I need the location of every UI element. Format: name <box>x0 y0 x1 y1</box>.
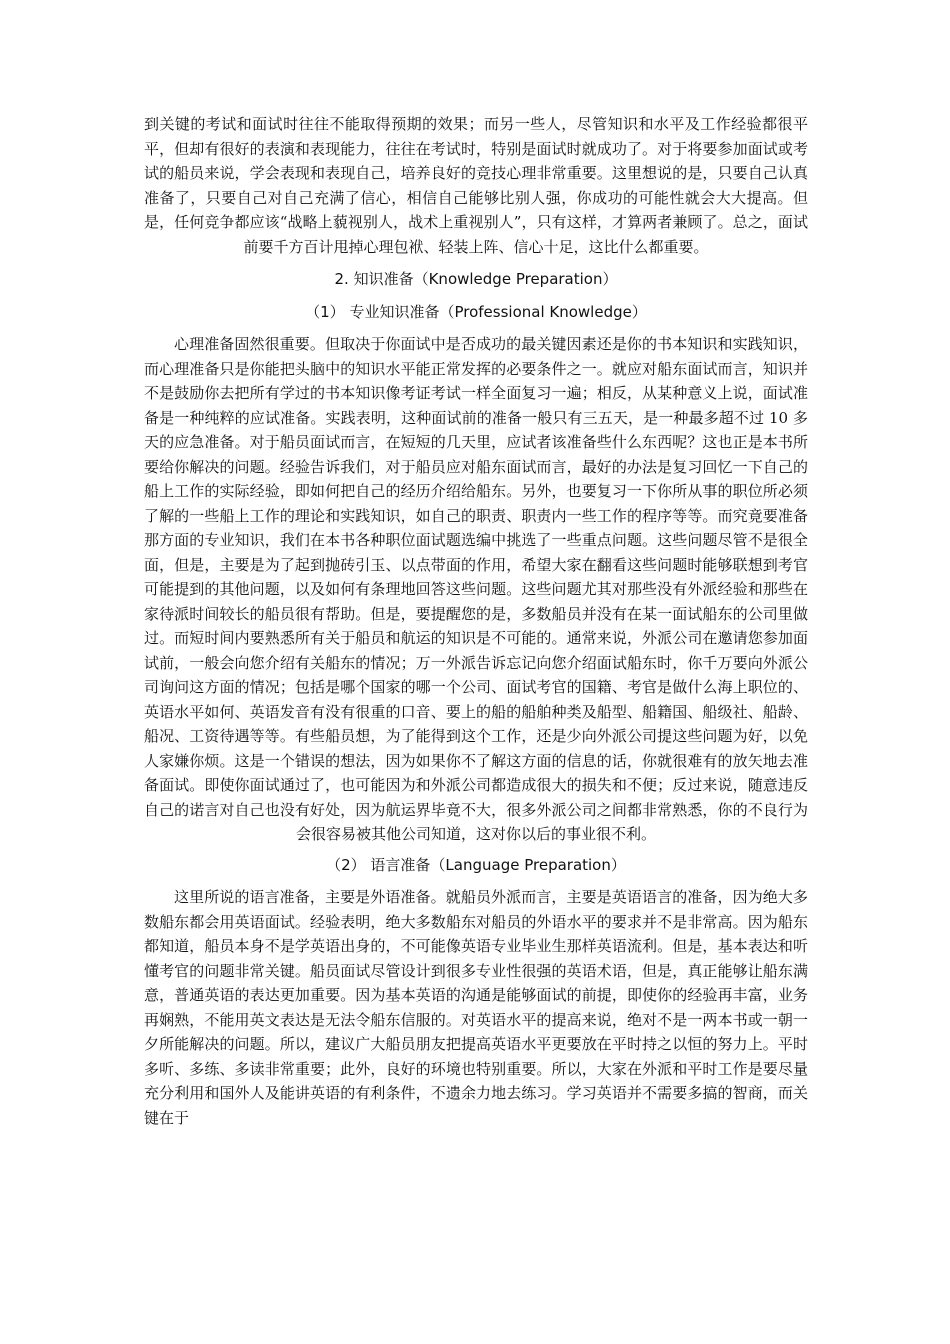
paragraph-language-preparation: 这里所说的语言准备，主要是外语准备。就船员外派而言，主要是英语语言的准备，因为绝大多数船东都会用英语面试。经验表明，绝大多数船东对船员的外语水平的要求并不是非常高。因为船东都知道，船员本身不是学英语出身的，不可能像英语专业毕业生那样英语流利。但是，基本表达和听懂考官的问题非常关键。船员面试尽管设计到很多专业性很强的英语术语，但是，真正能够让船东满意，普通英语的表达更加重要。因为基本英语的沟通是能够面试的前提，即使你的经验再丰富，业务再娴熟，不能用英文表达是无法令船东信服的。对英语水平的提高来说，绝对不是一两本书或一朝一夕所能解决的问题。所以，建议广大船员朋友把提高英语水平更要放在平时持之以恒的努力上。平时多听、多练、多读非常重要；此外，良好的环境也特别重要。所以，大家在外派和平时工作是要尽量充分利用和国外人及能讲英语的有利条件，不遗余力地去练习。学习英语并不需要多搞的智商，而关键在于 <box>144 888 808 1127</box>
paragraph-professional-knowledge: 心理准备固然很重要。但取决于你面试中是否成功的最关键因素还是你的书本知识和实践知识，而心理准备只是你能把头脑中的知识水平能正常发挥的必要条件之一。就应对船东面试而言，知识并不是鼓励你去把所有学过的书本知识像考证考试一样全面复习一遍；相反，从某种意义上说，面试准备是一种纯粹的应试准备。实践表明，这种面试前的准备一般只有三五天，是一种最多超不过 10 多天的应急准备。对于船员面试而言，在短短的几天里，应试者该准备些什么东西呢？这也正是本书所要给你解决的问题。经验告诉我们，对于船员应对船东面试而言，最好的办法是复习回忆一下自己的船上工作的实际经验，即如何把自己的经历介绍给船东。另外，也要复习一下你所从事的职位所必须了解的一些船上工作的理论和实践知识，如自己的职责、职责内一些工作的程序等等。而究竟要准备那方面的专业知识，我们在本书各种职位面试题选编中挑选了一些重点问题。这些问题尽管不是很全面，但是，主要是为了起到抛砖引玉、以点带面的作用，希望大家在翻看这些问题时能够联想到考官可能提到的其他问题，以及如何有条理地回答这些问题。这些问题尤其对那些没有外派经验和那些在家待派时间较长的船员很有帮助。但是，要提醒您的是，多数船员并没有在某一面试船东的公司里做过。而短时间内要熟悉所有关于船员和航运的知识是不可能的。通常来说，外派公司在邀请您参加面试前，一般会向您介绍有关船东的情况；万一外派告诉忘记向您介绍面试船东时，你千万要向外派公司询问这方面的情况；包括是哪个国家的哪一个公司、面试考官的国籍、考官是做什么海上职位的、英语水平如何、英语发音有没有很重的口音、要上的船的船舶种类及船型、船籍国、船级社、船龄、船况、工资待遇等等。有些船员想，为了能得到这个工作，还是少向外派公司提这些问题为好，以免人家嫌你烦。这是一个错误的想法，因为如果你不了解这方面的信息的话，你就很难有的放矢地去准备面试。即使你面试通过了，也可能因为和外派公司都造成很大的损失和不便；反过来说，随意违反自己的诺言对自己也没有好处，因为航运界毕竟不大，很多外派公司之间都非常熟悉，你的不良行为会很容易被其他公司知道，这对你以后的事业很不利。 <box>144 335 808 843</box>
document-page <box>144 112 808 1130</box>
heading-knowledge-preparation: 2. 知识准备（Knowledge Preparation） <box>334 270 618 288</box>
heading-language-preparation: （2） 语言准备（Language Preparation） <box>326 855 626 874</box>
heading-professional-knowledge: （1） 专业知识准备（Professional Knowledge） <box>305 302 647 321</box>
paragraph-psychology-conclusion: 到关键的考试和面试时往往不能取得预期的效果；而另一些人，尽管知识和水平及工作经验都很平平，但却有很好的表演和表现能力，往往在考试时，特别是面试时就成功了。对于将要参加面试或考试的船员来说，学会表现和表现自己，培养良好的竞技心理非常重要。这里想说的是，只要自己认真准备了，只要自己对自己充满了信心，相信自己能够比别人强，你成功的可能性就会大大提高。但是，任何竞争都应该“战略上藐视别人，战术上重视别人”，只有这样，才算两者兼顾了。总之，面试前要千方百计甩掉心理包袱、轻装上阵、信心十足，这比什么都重要。 <box>144 115 808 256</box>
